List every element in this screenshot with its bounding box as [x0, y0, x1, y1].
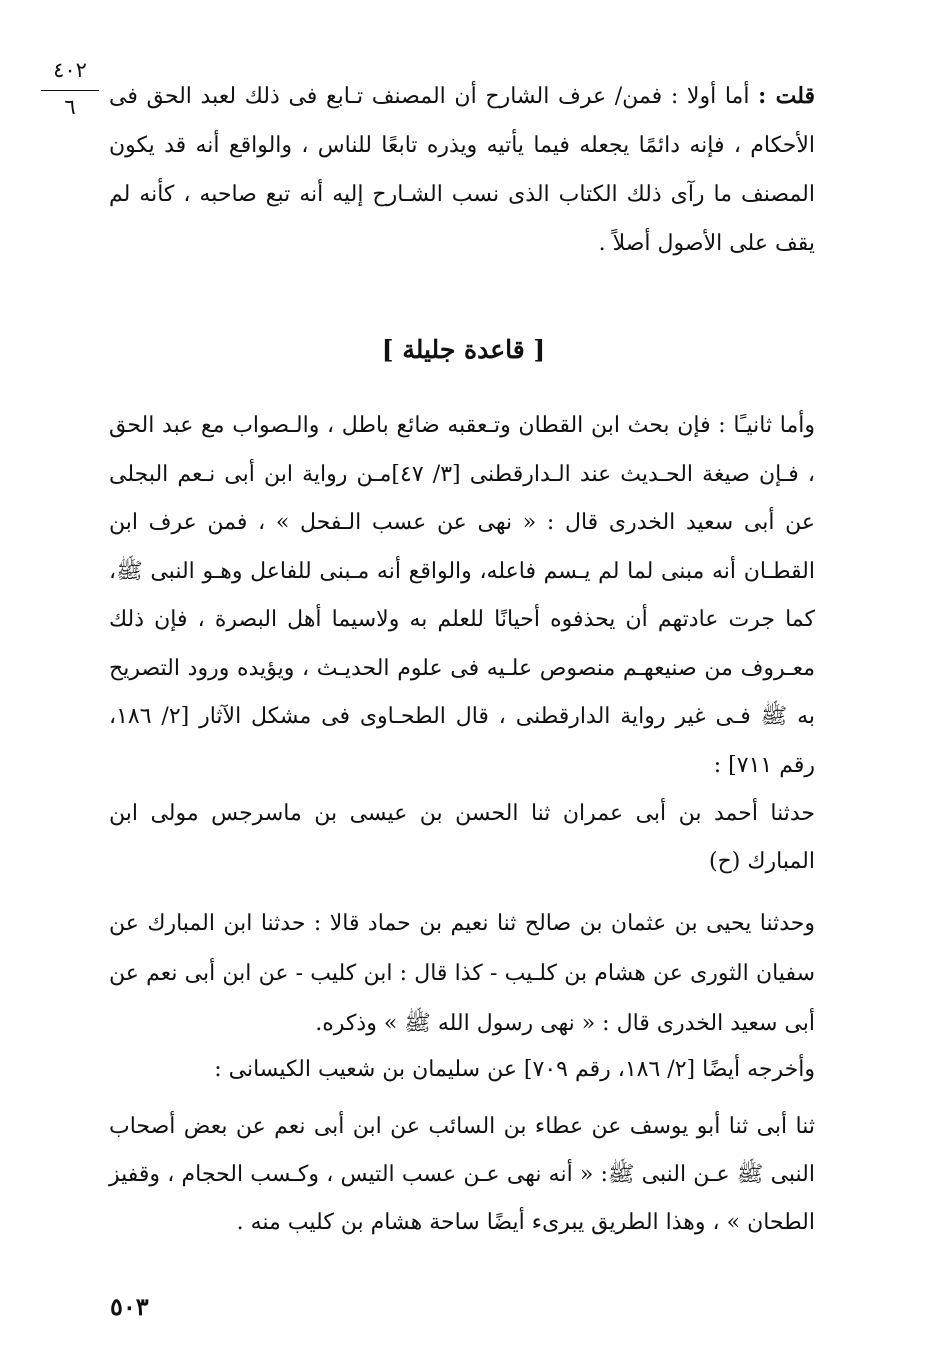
- margin-ref-divider: [41, 90, 99, 91]
- paragraph-intro-text: أما أولا : فمن/ عرف الشارح أن المصنف تـابع فى ذلك لعبد الحق فى الأحكام ، فإنه دائمًا يجعله فيما يأتيه ويذره تابعًا للناس ، والواقع أنه قد يكون المصنف ما رآى ذلك الكتاب الذى نسب الشـارح إليه أنه تبع صاحبه ، كأنه لم يقف على الأصول أصلاً .: [109, 84, 815, 256]
- paragraph-isnad-1: حدثنا أحمد بن أبى عمران ثنا الحسن بن عيسى بن ماسرجس مولى ابن المبارك (ح): [109, 801, 815, 874]
- paragraph-intro: [109, 72, 815, 268]
- page-number: ٥٠٣: [110, 1292, 149, 1321]
- paragraph-citation: وأخرجه أيضًا [٢/ ١٨٦، رقم ٧٠٩] عن سليمان بن شعيب الكيسانى :: [214, 1057, 815, 1082]
- paragraph-lead: قلت :: [758, 83, 816, 109]
- paragraph-isnad-2: وحدثنا يحيى بن عثمان بن صالح ثنا نعيم بن حماد قالا : حدثنا ابن المبارك عن سفيان الثورى عن هشام بن كلـيب - كذا قال : ابن كليب - عن ابن أبى نعم عن أبى سعيد الخدرى قال : « نهى رسول الله ﷺ » وذكره.: [109, 911, 815, 1036]
- margin-ref-top: ٤٠٢: [53, 58, 87, 82]
- margin-page-reference: [40, 58, 100, 119]
- margin-ref-bottom: ٦: [64, 95, 76, 119]
- paragraph-main: وأما ثانيـًا : فإن بحث ابن القطان وتـعقبه ضائع باطل ، والـصواب مع عبد الحق ، فـإن صيغة الحـديث عند الـدارقطنى [٣/ ٤٧]مـن رواية ابن أبى نـعم البجلى عن أبى سعيد الخدرى قال : « نهى عن عسب الـفحل » ، فمن عرف ابن القطـان أنه مبنى لما لم يـسم فاعله، والواقع أنه مـبنى للفاعل وهـو النبى ﷺ، كما جرت عادتهم أن يحذفوه أحيانًا للعلم به ولاسيما أهل البصرة ، فإن ذلك معـروف من صنيعهـم منصوص علـيه فى علوم الحديـث ، ويؤيده ورود التصريح به ﷺ فـى غير رواية الدارقطنى ، قال الطحـاوى فى مشكل الآثار [٢/ ١٨٦، رقم ٧١١] :: [109, 413, 816, 778]
- paragraph-isnad-3: ثنا أبى ثنا أبو يوسف عن عطاء بن السائب عن ابن أبى نعم عن بعض أصحاب النبى ﷺ عـن النبى ﷺ: « أنه نهى عـن عسب التيس ، وكـسب الحجام ، وقفيز الطحان » ، وهذا الطريق يبرىء أيضًا ساحة هشام بن كليب منه .: [109, 1114, 815, 1235]
- section-heading: [ قاعدة جليلة ]: [381, 335, 546, 364]
